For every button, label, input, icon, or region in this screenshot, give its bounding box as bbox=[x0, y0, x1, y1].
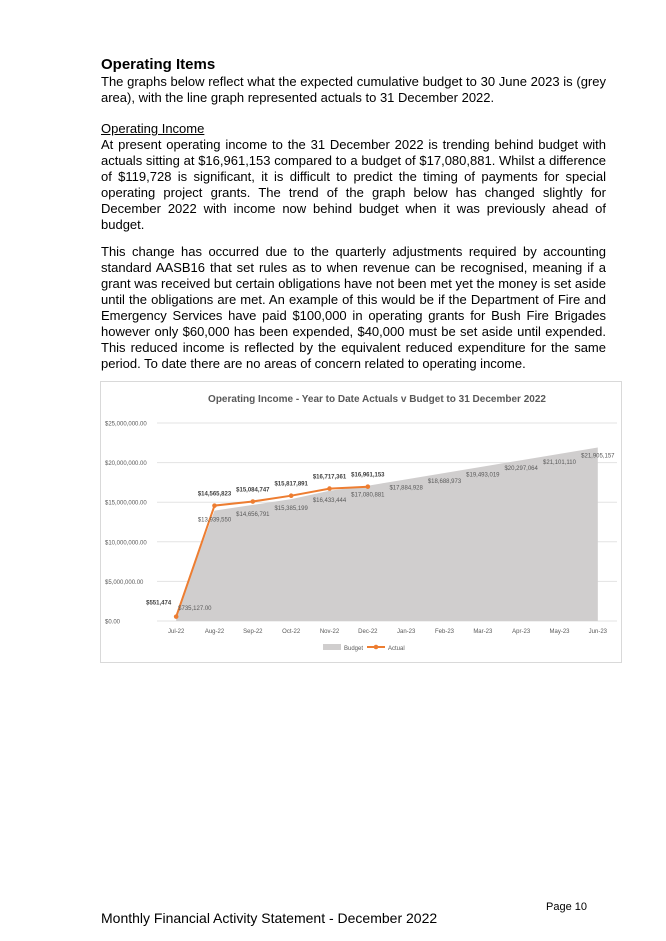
actual-point bbox=[366, 484, 371, 489]
footer: Monthly Financial Activity Statement - December 2022 bbox=[101, 910, 438, 926]
y-tick-label: $10,000,000.00 bbox=[105, 540, 147, 547]
actual-point bbox=[174, 614, 179, 619]
budget-data-label: $13,939,550 bbox=[197, 517, 232, 524]
legend-budget-swatch bbox=[323, 644, 341, 650]
budget-data-label: $735,127.00 bbox=[178, 606, 212, 613]
x-tick-label: Jan-23 bbox=[396, 629, 416, 635]
actual-data-label: $551,474 bbox=[146, 600, 172, 607]
paragraph-1: At present operating income to the 31 December 2022 is trending behind budget with actuals sitting at $16,961,153 compared to a budget of $17,080,881. Whilst a difference of $119,728 is significant, it is difficult to predict the timing of payments for special operating project grants. The trend of the graph below has changed slightly for December 2022 with income now behind budget when it was previously ahead of budget. bbox=[101, 137, 606, 232]
budget-data-label: $18,688,973 bbox=[427, 478, 462, 485]
budget-data-label: $14,656,791 bbox=[236, 511, 270, 518]
subheading: Operating Income bbox=[101, 121, 205, 136]
actual-data-label: $15,817,891 bbox=[274, 481, 308, 488]
x-tick-label: Nov-22 bbox=[319, 629, 340, 635]
x-tick-label: Jun-23 bbox=[588, 629, 608, 635]
paragraph-2: This change has occurred due to the quarterly adjustments required by accounting standard AASB16 that set rules as to when revenue can be recognised, meaning if a grant was received but certain obligations have not been met yet the money is set aside until the obligations are met. An example of this would be if the Department of Fire and Emergency Services have paid $100,000 in operating grants for Bush Fire Brigades however only $60,000 has been expended, $40,000 must be set aside until expended. This reduced income is reflected by the equivalent reduced expenditure for the same period. To date there are no areas of concern related to operating income. bbox=[101, 244, 606, 371]
y-tick-label: $20,000,000.00 bbox=[105, 461, 147, 468]
operating-income-chart bbox=[101, 382, 623, 664]
x-tick-label: Feb-23 bbox=[434, 629, 455, 635]
budget-data-label: $21,101,110 bbox=[543, 459, 576, 466]
actual-data-label: $14,565,823 bbox=[197, 491, 232, 498]
y-tick-label: $5,000,000.00 bbox=[105, 579, 144, 586]
budget-data-label: $19,493,019 bbox=[466, 472, 500, 479]
legend-actual-label: Actual bbox=[388, 646, 405, 652]
actual-point bbox=[251, 499, 256, 504]
budget-data-label: $16,433,444 bbox=[312, 497, 347, 504]
budget-data-label: $20,297,064 bbox=[504, 466, 538, 473]
intro-paragraph: The graphs below reflect what the expected cumulative budget to 30 June 2023 is (grey area), with the line graph represented actuals to 31 December 2022. bbox=[101, 74, 606, 105]
x-tick-label: Dec-22 bbox=[358, 629, 378, 635]
x-tick-label: Mar-23 bbox=[473, 629, 493, 635]
budget-area bbox=[176, 448, 598, 622]
actual-point bbox=[289, 493, 294, 498]
budget-data-label: $21,905,157 bbox=[581, 453, 615, 460]
heading: Operating Items bbox=[101, 56, 216, 73]
x-tick-label: Apr-23 bbox=[512, 629, 531, 635]
actual-point bbox=[212, 503, 217, 508]
actual-data-label: $16,717,361 bbox=[312, 474, 347, 481]
y-tick-label: $25,000,000.00 bbox=[105, 421, 147, 428]
actual-data-label: $15,084,747 bbox=[236, 487, 270, 494]
chart-frame bbox=[100, 381, 622, 663]
y-tick-label: $0.00 bbox=[105, 619, 121, 626]
x-tick-label: Aug-22 bbox=[204, 629, 225, 635]
legend-actual-marker bbox=[374, 645, 379, 650]
x-tick-label: Sep-22 bbox=[243, 629, 263, 635]
budget-data-label: $17,080,881 bbox=[351, 492, 385, 499]
budget-data-label: $15,385,199 bbox=[274, 506, 308, 513]
page-number: Page 10 bbox=[546, 901, 587, 913]
x-tick-label: Oct-22 bbox=[282, 629, 301, 635]
legend-budget-label: Budget bbox=[344, 646, 364, 652]
y-tick-label: $15,000,000.00 bbox=[105, 500, 147, 507]
chart-title: Operating Income - Year to Date Actuals v Budget to 31 December 2022 bbox=[208, 394, 546, 405]
x-tick-label: May-23 bbox=[549, 629, 570, 635]
actual-data-label: $16,961,153 bbox=[351, 472, 385, 479]
budget-data-label: $17,884,928 bbox=[389, 485, 423, 492]
actual-point bbox=[327, 486, 332, 491]
x-tick-label: Jul-22 bbox=[167, 629, 185, 635]
